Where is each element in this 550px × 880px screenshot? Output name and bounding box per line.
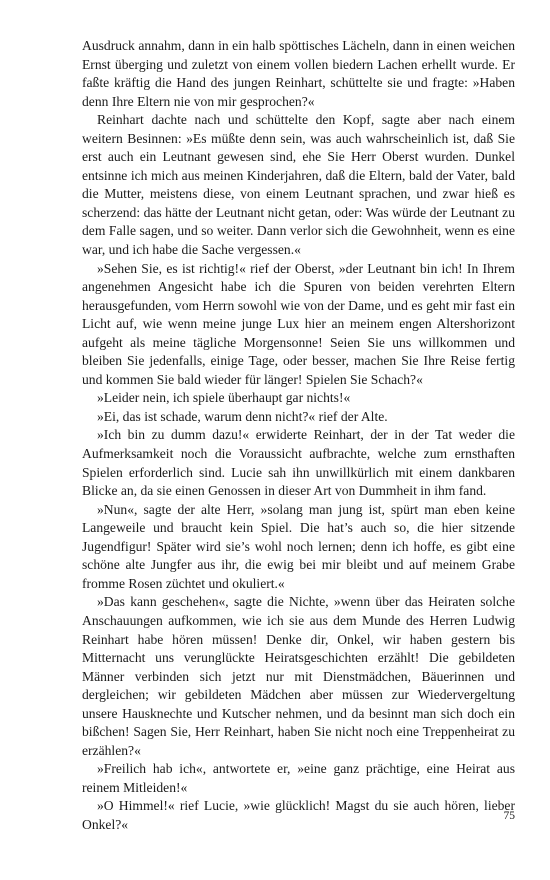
paragraph: »Freilich hab ich«, antwortete er, »eine ganz prächtige, eine Heirat aus reinem Mitleiden!«: [82, 761, 515, 795]
paragraph: »Sehen Sie, es ist richtig!« rief der Oberst, »der Leutnant bin ich! In Ihrem angenehmen Angesicht habe ich die Spuren von beiden verehrten Eltern herausgefunden, vom Herrn sowohl wie von der Dame, und es geht mir fast ein Licht auf, wie wenn meine junge Lux hier an meinem engen Altershorizont aufgeht als meine tägliche Morgensonne! Seien Sie uns willkommen und bleiben Sie jedenfalls, einige Tage, oder besser, machen Sie Ihre Reise fertig und kommen Sie bald wieder für länger! Spielen Sie Schach?«: [82, 260, 515, 387]
page-body: [82, 37, 515, 835]
page-number: 75: [503, 810, 515, 822]
paragraph: »Das kann geschehen«, sagte die Nichte, »wenn über das Heiraten solche Anschauungen aufkommen, wie ich sie aus dem Munde des Herren Ludwig Reinhart habe hören müssen! Denke dir, Onkel, wir haben gestern bis Mitternacht uns verunglückte Heiratsgeschichten erzählt! Die gebildeten Männer verbinden sich jetzt nur mit Dienstmädchen, Bäuerinnen und dergleichen; wir gebildeten Mädchen aber müssen zur Wiedervergeltung unsere Hausknechte und Kutscher nehmen, und da besinnt man sich doch ein bißchen! Sagen Sie, Herr Reinhart, haben Sie nicht noch eine Treppenheirat zu erzählen?«: [82, 594, 515, 758]
paragraph: »Ei, das ist schade, warum denn nicht?« rief der Alte.: [97, 408, 388, 424]
paragraph: Reinhart dachte nach und schüttelte den Kopf, sagte aber nach einem weitern Besinnen: »Es müßte denn sein, was auch wahrscheinlich ist, daß Sie erst auch ein Leutnant gewesen sind, ehe Sie Herr Oberst wurden. Dunkel entsinne ich mich aus meinen Kinderjahren, daß die Eltern, bald der Vater, bald die Mutter, meistens diese, von einem Leutnant sprachen, und zwar hieß es scherzend: das hätte der Leutnant nicht getan, oder: Was würde der Leutnant zu dem Falle sagen, und so weiter. Dann verlor sich die Gewohnheit, wenn es eine war, und ich habe die Sache vergessen.«: [82, 112, 515, 258]
paragraph: »O Himmel!« rief Lucie, »wie glücklich! Magst du sie auch hören, lieber Onkel?«: [82, 798, 515, 832]
paragraph: »Leider nein, ich spiele überhaupt gar nichts!«: [97, 390, 351, 406]
paragraph-continuation: Ausdruck annahm, dann in ein halb spöttisches Lächeln, dann in einen weichen Ernst überging und zuletzt von einem vollen biedern Lachen erhellt wurde. Er faßte kräftig die Hand des jungen Reinhart, schüttelte sie und fragte: »Haben denn Ihre Eltern nie von mir gesprochen?«: [82, 38, 515, 109]
paragraph: »Nun«, sagte der alte Herr, »solang man jung ist, spürt man eben keine Langeweile und braucht kein Spiel. Die hat’s auch so, die hier sitzende Jugendfigur! Später wird sie’s wohl noch lernen; denn ich hoffe, es gibt eine schöne alte Jungfer aus ihr, die ewig bei mir bleibt und auf meinem Grabe fromme Rosen züchtet und okuliert.«: [82, 501, 515, 591]
paragraph: »Ich bin zu dumm dazu!« erwiderte Reinhart, der in der Tat weder die Aufmerksamkeit noch die Voraussicht aufbrachte, welche zum ernsthaften Spielen erforderlich sind. Lucie sah ihn unwillkürlich mit einem dankbaren Blicke an, da sie einen Genossen in dieser Art von Dummheit in ihm fand.: [82, 427, 515, 499]
